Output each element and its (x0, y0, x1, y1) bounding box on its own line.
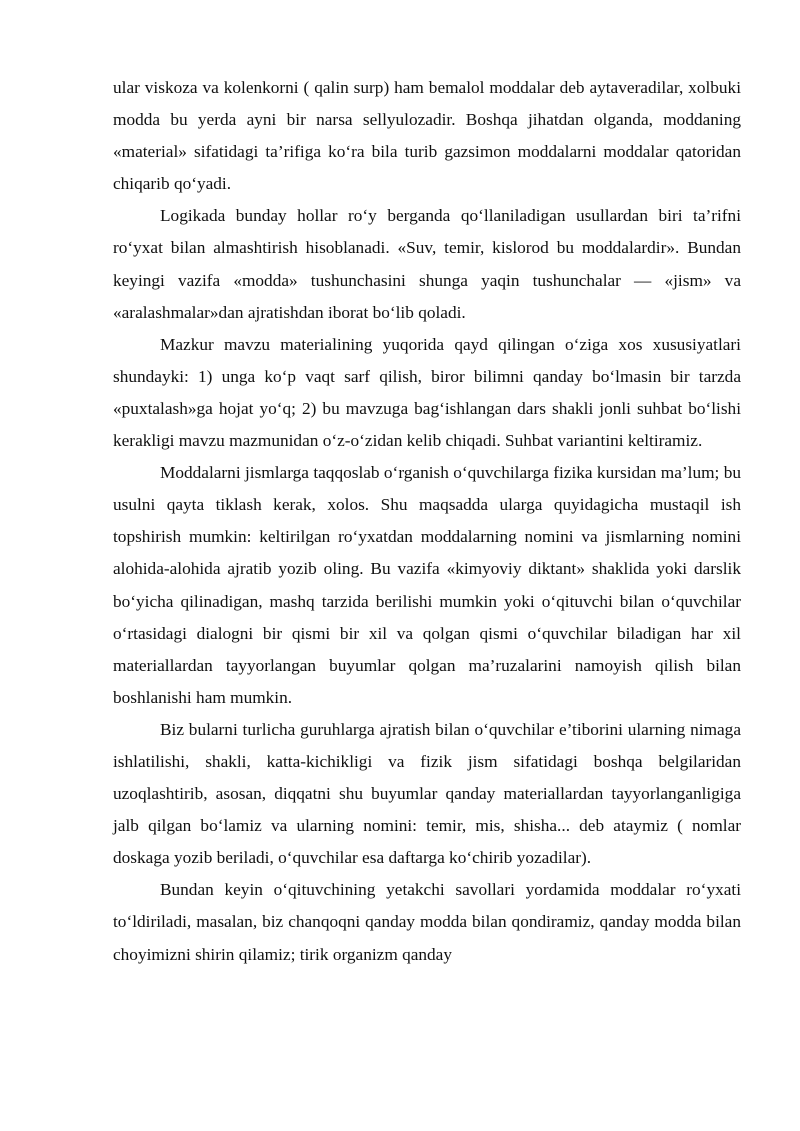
paragraph-list-completion: Bundan keyin o‘qituvchining yetakchi savollari yordamida moddalar ro‘yxati to‘ldiriladi, masalan, biz chanqoqni qanday modda bilan qondiramiz, qanday modda bilan choyimizni shirin qilamiz; tirik organizm qanday (113, 880, 741, 964)
paragraph-grouping: Biz bularni turlicha guruhlarga ajratish bilan o‘quvchilar e’tiborini ularning nimaga ishlatilishi, shakli, katta-kichikligi va fizik jism sifatidagi boshqa belgilaridan uzoqlashtirib, asosan, diqqatni shu buyumlar qanday materiallardan tayyorlanganligiga jalb qilgan bo‘lamiz va ularning nomini: temir, mis, shisha... deb ataymiz ( nomlar doskaga yozib beriladi, o‘quvchilar esa daftarga ko‘chirib yozadilar). (113, 719, 741, 868)
paragraph-substances-bodies: Moddalarni jismlarga taqqoslab o‘rganish o‘quvchilarga fizika kursidan ma’lum; bu usulni qayta tiklash kerak, xolos. Shu maqsadda ularga quyidagicha mustaqil ish topshirish mumkin: keltirilgan ro‘yxatdan moddalarning nomini va jismlarning nomini alohida-alohida ajratib yozib oling. Bu vazifa «kimyoviy diktant» shaklida yoki darslik bo‘yicha qilinadigan, mashq tarzida berilishi mumkin yoki o‘qituvchi bilan o‘quvchilar o‘rtasidagi dialogni bir qismi bir xil va qolgan qismi o‘quvchilar biladigan har xil materiallardan tayyorlangan buyumlar qolgan ma’ruzalarini namoyish qilish bilan boshlanishi ham mumkin. (113, 463, 741, 707)
paragraph-topic-features: Mazkur mavzu materialining yuqorida qayd qilingan o‘ziga xos xususiyatlari shundayki: 1) unga ko‘p vaqt sarf qilish, biror bilimni qanday bo‘lmasin bir tarzda «puxtalash»ga hojat yo‘q; 2) bu mavzuga bag‘ishlangan dars shakli jonli suhbat bo‘lishi kerakligi mavzu mazmunidan o‘z-o‘zidan kelib chiqadi. Suhbat variantini keltiramiz. (113, 334, 741, 451)
paragraph-continuation: ular viskoza va kolenkorni ( qalin surp) ham bemalol moddalar deb aytaveradilar, xolbuki modda bu yerda ayni bir narsa sellyulozadir. Boshqa jihatdan olganda, moddaning «material» sifatidagi ta’rifiga ko‘ra bila turib gazsimon moddalarni moddalar qatoridan chiqarib qo‘yadi. (113, 78, 741, 194)
paragraph-logic-methods: Logikada bunday hollar ro‘y berganda qo‘llaniladigan usullardan biri ta’rifni ro‘yxat bilan almashtirish hisoblanadi. «Suv, temir, kislorod bu moddalardir». Bundan keyingi vazifa «modda» tushunchasini shunga yaqin tushunchalar — «jism» va «aralashmalar»dan ajratishdan iborat bo‘lib qoladi. (113, 206, 741, 322)
document-page (113, 72, 741, 971)
